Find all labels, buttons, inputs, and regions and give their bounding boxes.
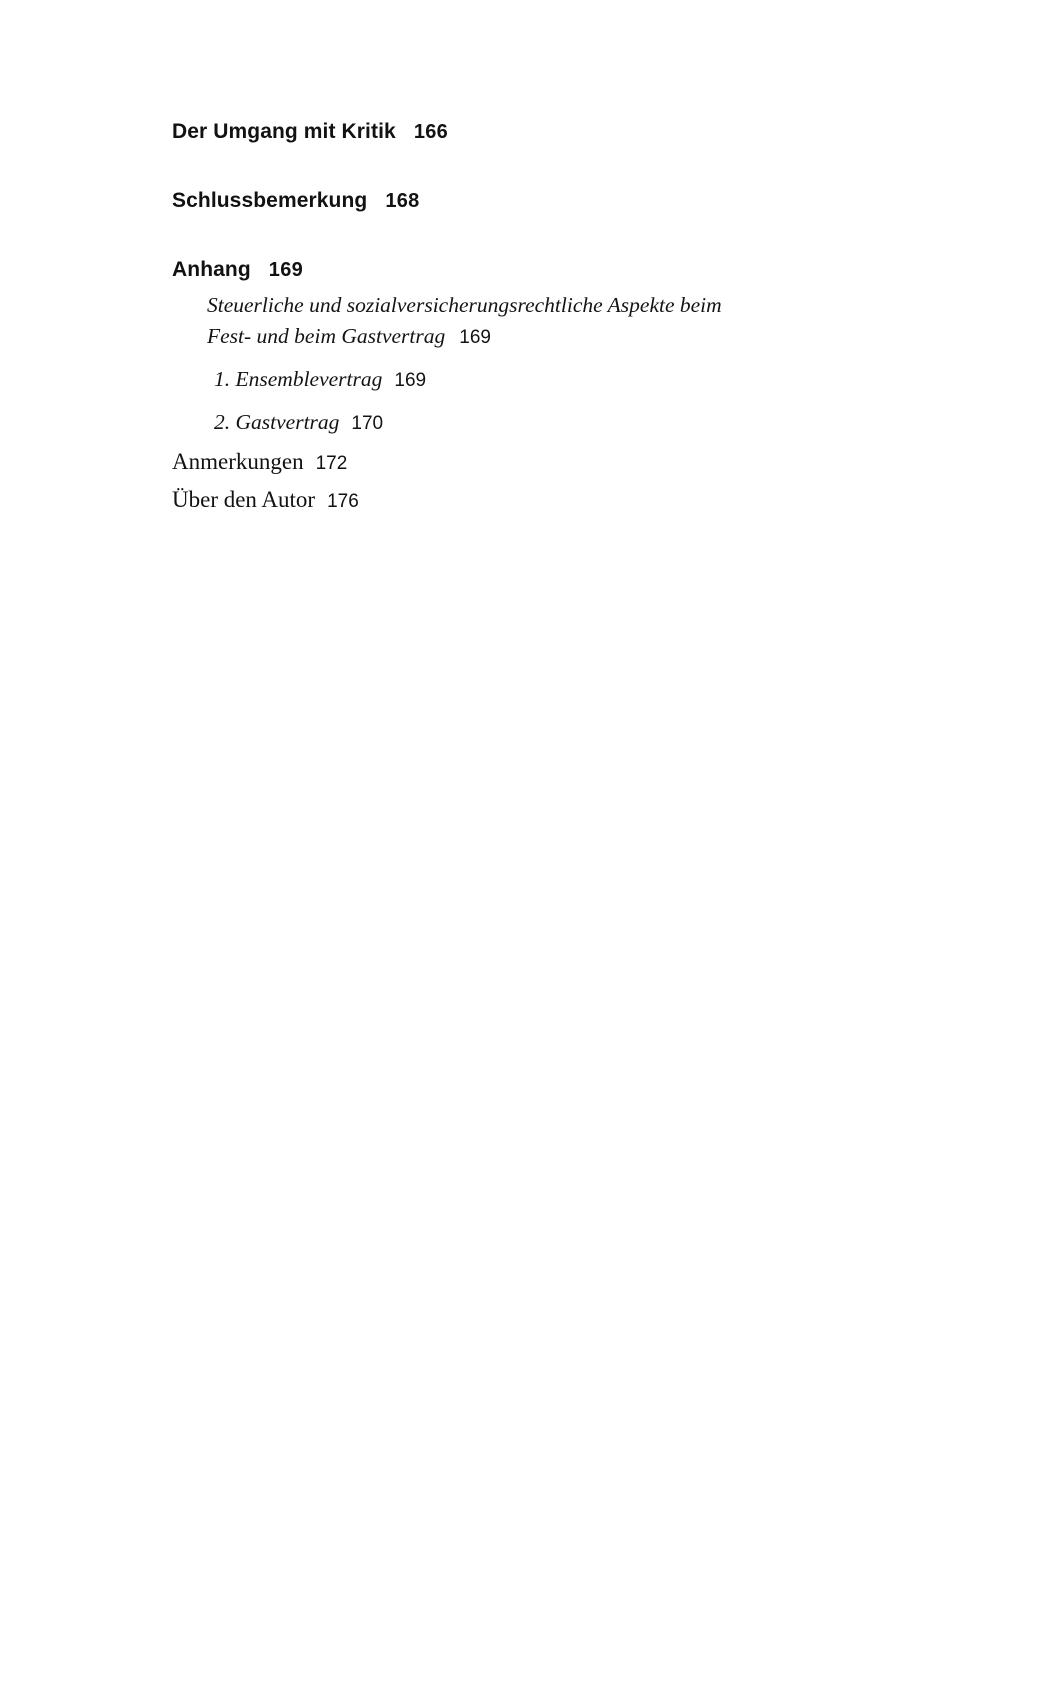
toc-entry-page: 172 (315, 453, 348, 474)
toc-entry-page: 166 (413, 121, 449, 143)
toc-entry-label: Der Umgang mit Kritik (172, 120, 396, 143)
toc-entry-label: 1. Ensemblevertrag (214, 367, 383, 391)
toc-entry-page: 170 (351, 413, 384, 434)
toc-entry-umgang-mit-kritik[interactable] (172, 120, 892, 144)
toc-entry-page: 169 (459, 327, 491, 348)
toc-entry-page: 168 (385, 190, 420, 212)
toc-entry-ueber-den-autor[interactable] (172, 483, 892, 519)
toc-entry-label: Anhang (172, 258, 251, 281)
toc-entry-label: Anmerkungen (172, 449, 304, 474)
table-of-contents (172, 120, 892, 519)
toc-entry-schlussbemerkung[interactable] (172, 189, 892, 213)
toc-entry-label: 2. Gastvertrag (214, 410, 340, 434)
toc-entry-label: Schlussbemerkung (172, 189, 368, 212)
toc-entry-anhang[interactable] (172, 258, 892, 282)
toc-entry-ensemblevertrag[interactable] (214, 364, 892, 396)
toc-entry-gastvertrag[interactable] (214, 407, 892, 439)
spacer (172, 213, 892, 258)
toc-entry-anmerkungen[interactable] (172, 445, 892, 481)
toc-entry-label: Steuerliche und sozialversicherungsrechtliche Aspekte beim Fest- und beim Gastvertrag (207, 293, 722, 348)
toc-entry-steuerliche-aspekte[interactable] (207, 290, 767, 353)
spacer (172, 144, 892, 189)
toc-entry-label: Über den Autor (172, 487, 316, 512)
toc-entry-page: 169 (394, 370, 427, 391)
toc-entry-page: 176 (327, 491, 359, 512)
toc-entry-page: 169 (268, 259, 304, 281)
